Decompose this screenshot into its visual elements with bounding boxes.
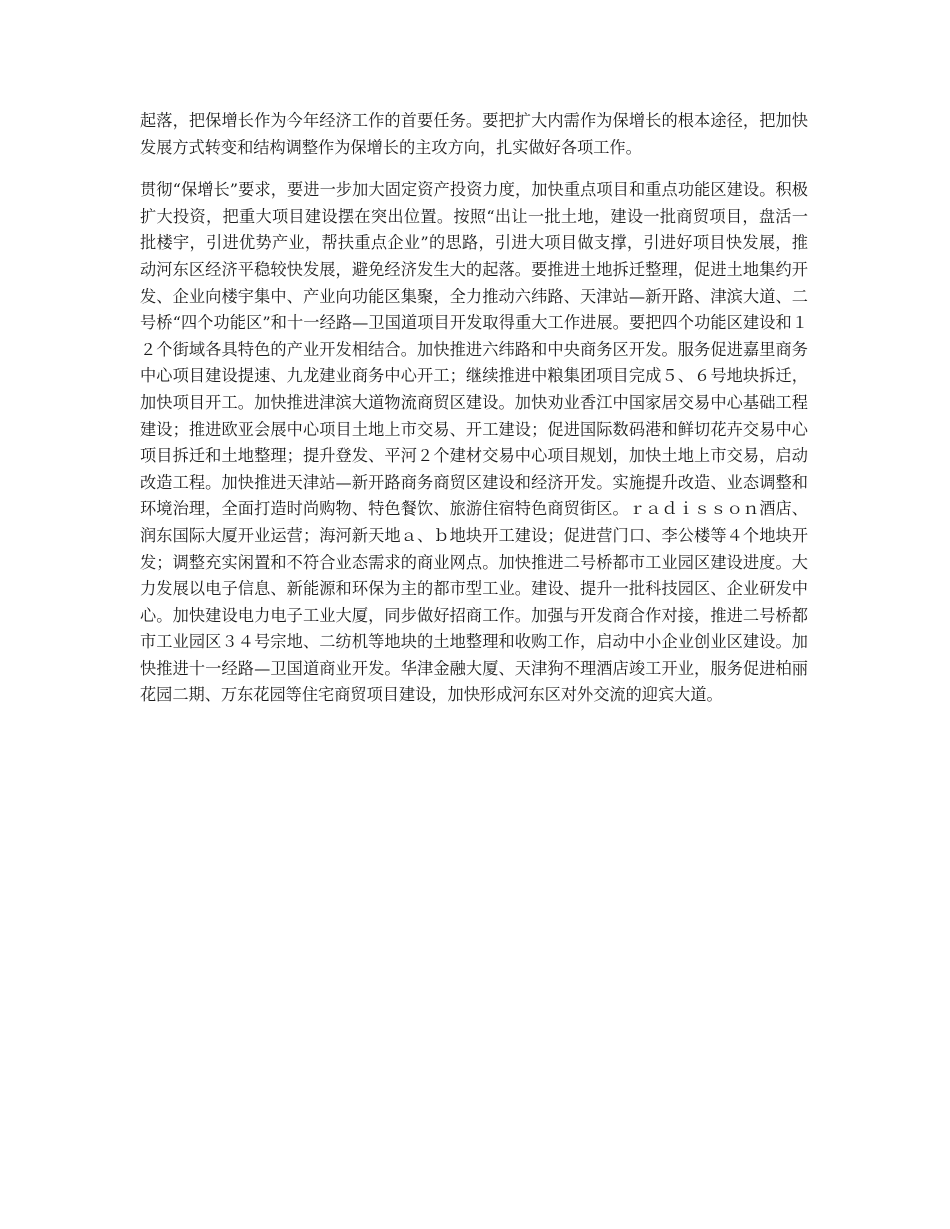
paragraph-2: 贯彻“保增长”要求，要进一步加大固定资产投资力度，加快重点项目和重点功能区建设。积极扩大投资，把重大项目建设摆在突出位置。按照“出让一批土地，建设一批商贸项目，盘活一批楼宇，引进优势产业，帮扶重点企业”的思路，引进大项目做支撑，引进好项目快发展，推动河东区经济平稳较快发展，避免经济发生大的起落。要推进土地拆迁整理，促进土地集约开发、企业向楼宇集中、产业向功能区集聚，全力推动六纬路、天津站—新开路、津滨大道、二号桥“四个功能区”和十一经路—卫国道项目开发取得重大工作进展。要把四个功能区建设和１２个街域各具特色的产业开发相结合。加快推进六纬路和中央商务区开发。服务促进嘉里商务中心项目建设提速、九龙建业商务中心开工；继续推进中粮集团项目完成５、６号地块拆迁，加快项目开工。加快推进津滨大道物流商贸区建设。加快劝业香江中国家居交易中心基础工程建设；推进欧亚会展中心项目土地上市交易、开工建设；促进国际数码港和鲜切花卉交易中心项目拆迁和土地整理；提升登发、平河２个建材交易中心项目规划，加快土地上市交易，启动改造工程。加快推进天津站—新开路商务商贸区建设和经济开发。实施提升改造、业态调整和环境治理，全面打造时尚购物、特色餐饮、旅游住宿特色商贸街区。ｒａｄｉｓｓｏｎ酒店、润东国际大厦开业运营；海河新天地ａ、ｂ地块开工建设；促进营门口、李公楼等４个地块开发；调整充实闲置和不符合业态需求的商业网点。加快推进二号桥都市工业园区建设进度。大力发展以电子信息、新能源和环保为主的都市型工业。建设、提升一批科技园区、企业研发中心。加快建设电力电子工业大厦，同步做好招商工作。加强与开发商合作对接，推进二号桥都市工业园区３４号宗地、二纺机等地块的土地整理和收购工作，启动中小企业创业区建设。加快推进十一经路—卫国道商业开发。华津金融大厦、天津狗不理酒店竣工开业，服务促进柏丽花园二期、万东花园等住宅商贸项目建设，加快形成河东区对外交流的迎宾大道。	[140, 180, 808, 705]
paragraph-1: 起落，把保增长作为今年经济工作的首要任务。要把扩大内需作为保增长的根本途径，把加快发展方式转变和结构调整作为保增长的主攻方向，扎实做好各项工作。	[140, 111, 808, 157]
document-body	[140, 108, 808, 709]
